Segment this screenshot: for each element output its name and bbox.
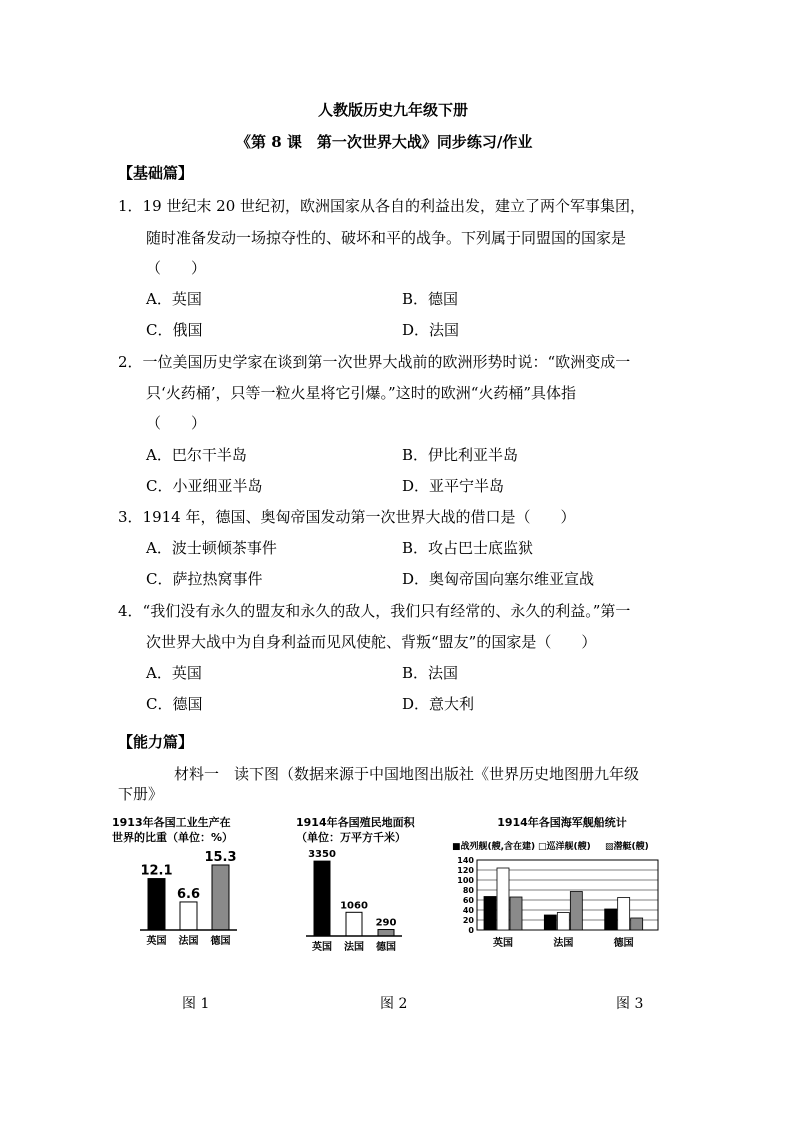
legend-entry-2: □巡洋舰(艘) bbox=[538, 842, 591, 852]
category-label: 德国 bbox=[210, 936, 231, 947]
bar-德国-2 bbox=[618, 898, 630, 931]
question-1-option-c[interactable]: C．俄国 bbox=[146, 321, 203, 339]
bar-value-label: 15.3 bbox=[204, 849, 237, 865]
chart-title-line: 1914年各国殖民地面积 bbox=[296, 816, 415, 829]
bar-value-label: 1060 bbox=[340, 900, 368, 912]
category-label: 英国 bbox=[146, 936, 167, 947]
category-label: 法国 bbox=[178, 936, 199, 947]
bar-3 bbox=[378, 930, 394, 936]
bar-1 bbox=[148, 879, 165, 930]
question-2-option-b[interactable]: B．伊比利亚半岛 bbox=[402, 446, 519, 464]
question-3-option-d[interactable]: D．奥匈帝国向塞尔维亚宣战 bbox=[402, 570, 595, 588]
question-3-option-b[interactable]: B．攻占巴士底监狱 bbox=[402, 539, 534, 557]
chart-industrial-share bbox=[112, 812, 262, 962]
figure-3-caption: 图 3 bbox=[616, 996, 644, 1012]
chart-title-line: 1913年各国工业生产在 bbox=[112, 816, 231, 829]
bar-法国-1 bbox=[544, 915, 556, 930]
bar-德国-3 bbox=[631, 918, 643, 930]
category-label: 德国 bbox=[376, 942, 396, 953]
bar-1 bbox=[314, 861, 330, 936]
bar-2 bbox=[346, 912, 362, 936]
question-4-option-a[interactable]: A．英国 bbox=[146, 664, 202, 682]
bar-value-label: 6.6 bbox=[176, 886, 201, 902]
category-label: 德国 bbox=[613, 938, 634, 949]
question-4-line-2: 次世界大战中为自身利益而见风使舵、背叛“盟友”的国家是（ ） bbox=[146, 633, 597, 651]
y-tick-label: 40 bbox=[462, 906, 474, 915]
section-basic-heading: 【基础篇】 bbox=[118, 164, 194, 182]
bar-value-label: 12.1 bbox=[140, 863, 173, 879]
question-4-option-d[interactable]: D．意大利 bbox=[402, 695, 475, 713]
bar-法国-3 bbox=[570, 892, 582, 931]
bar-3 bbox=[212, 865, 229, 930]
question-1-line-1: 1．19 世纪末 20 世纪初，欧洲国家从各自的利益出发，建立了两个军事集团， bbox=[118, 197, 646, 215]
chart-title-line: （单位：万平方千米） bbox=[296, 831, 406, 844]
question-4-line-1: 4．“我们没有永久的盟友和永久的敌人，我们只有经常的、永久的利益。”第一 bbox=[118, 602, 631, 620]
doc-title: 人教版历史九年级下册 bbox=[318, 101, 469, 119]
legend-entry-3: ▨潜艇(艘) bbox=[605, 842, 649, 852]
material-line-1: 材料一 读下图（数据来源于中国地图出版社《世界历史地图册九年级 bbox=[174, 765, 640, 783]
legend-entry-1: ■战列舰(艘,含在建) bbox=[452, 842, 536, 852]
bar-法国-2 bbox=[557, 913, 569, 931]
question-1-line-2: 随时准备发动一场掠夺性的、破坏和平的战争。下列属于同盟国的国家是 bbox=[146, 229, 627, 247]
question-1-option-d[interactable]: D．法国 bbox=[402, 321, 460, 339]
question-4-option-b[interactable]: B．法国 bbox=[402, 664, 459, 682]
question-1-option-a[interactable]: A．英国 bbox=[146, 290, 202, 308]
chart-title: 1914年各国海军舰船统计 bbox=[497, 816, 627, 829]
question-1-line-3: （ ） bbox=[146, 259, 207, 277]
y-tick-label: 80 bbox=[462, 886, 474, 895]
y-tick-label: 100 bbox=[457, 876, 474, 885]
bar-英国-2 bbox=[497, 868, 509, 930]
y-tick-label: 120 bbox=[457, 866, 474, 875]
question-2-option-d[interactable]: D．亚平宁半岛 bbox=[402, 477, 505, 495]
category-label: 法国 bbox=[553, 938, 574, 949]
y-tick-label: 0 bbox=[468, 926, 474, 935]
y-tick-label: 20 bbox=[462, 916, 474, 925]
y-tick-label: 60 bbox=[462, 896, 474, 905]
bar-value-label: 3350 bbox=[308, 849, 336, 861]
chart-title-line: 世界的比重（单位：%） bbox=[112, 831, 234, 844]
section-ability-heading: 【能力篇】 bbox=[118, 733, 194, 751]
figure-2-caption: 图 2 bbox=[380, 996, 408, 1012]
material-line-2: 下册》 bbox=[118, 785, 164, 803]
question-3-option-c[interactable]: C．萨拉热窝事件 bbox=[146, 570, 263, 588]
bar-英国-3 bbox=[510, 897, 522, 930]
doc-subtitle: 《第 8 课 第一次世界大战》同步练习/作业 bbox=[236, 133, 533, 151]
category-label: 英国 bbox=[312, 942, 332, 953]
question-2-option-a[interactable]: A．巴尔干半岛 bbox=[146, 446, 247, 464]
bar-英国-1 bbox=[484, 897, 496, 931]
chart-navy-ships bbox=[450, 812, 675, 962]
y-tick-label: 140 bbox=[457, 856, 474, 865]
question-1-option-b[interactable]: B．德国 bbox=[402, 290, 459, 308]
category-label: 法国 bbox=[344, 942, 364, 953]
question-2-line-3: （ ） bbox=[146, 414, 207, 432]
question-3-line-1: 3．1914 年，德国、奥匈帝国发动第一次世界大战的借口是（ ） bbox=[118, 508, 576, 526]
question-2-line-2: 只‘火药桶’，只等一粒火星将它引爆。”这时的欧洲“火药桶”具体指 bbox=[146, 384, 577, 402]
chart-colony-area bbox=[290, 812, 440, 962]
bar-德国-1 bbox=[605, 909, 617, 930]
bar-value-label: 290 bbox=[375, 917, 397, 929]
category-label: 英国 bbox=[493, 938, 513, 949]
question-2-line-1: 2．一位美国历史学家在谈到第一次世界大战前的欧洲形势时说：“欧洲变成一 bbox=[118, 353, 631, 371]
bar-2 bbox=[180, 902, 197, 930]
question-3-option-a[interactable]: A．波士顿倾茶事件 bbox=[146, 539, 277, 557]
question-4-option-c[interactable]: C．德国 bbox=[146, 695, 203, 713]
question-2-option-c[interactable]: C．小亚细亚半岛 bbox=[146, 477, 263, 495]
figure-1-caption: 图 1 bbox=[182, 996, 210, 1012]
